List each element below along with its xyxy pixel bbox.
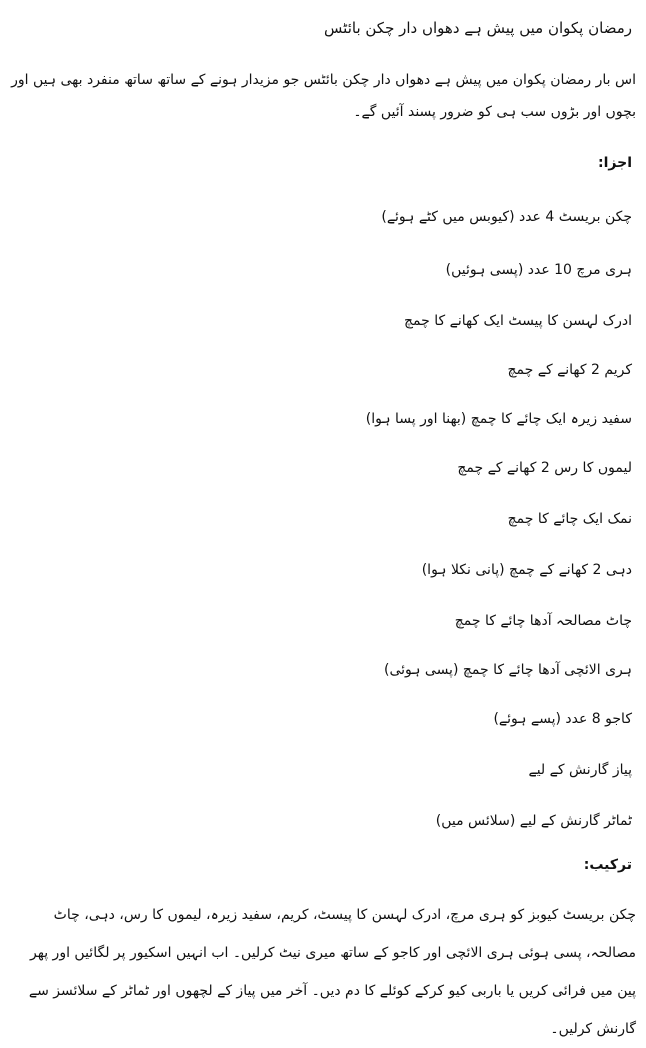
ingredient-item: کریم 2 کھانے کے چمچ bbox=[507, 362, 632, 378]
ingredient-item: کاجو 8 عدد (پسے ہوئے) bbox=[493, 711, 632, 727]
ingredients-heading: اجزا: bbox=[598, 155, 632, 171]
ingredient-item: سفید زیرہ ایک چائے کا چمچ (بھنا اور پسا ہوا) bbox=[365, 411, 632, 427]
method-text: چکن بریسٹ کیوبز کو ہری مرچ، ادرک لہسن کا پیسٹ، کریم، سفید زیرہ، لیموں کا رس، دہی، چاٹ مصالحہ، پسی ہوئی ہری الائچی اور کاجو کے ساتھ میری نیٹ کرلیں۔ اب انہیں اسکیور پر لگائیں اور پھر پین میں فرائی کریں یا باربی کیو کرکے کوئلے کا دم دیں۔ آخر میں پیاز کے لچھوں اور ٹماٹر کے سلائسز سے گارنش کرلیں۔ bbox=[28, 907, 636, 1037]
article-title: رمضان پکوان میں پیش ہے دھواں دار چکن بائٹس bbox=[324, 19, 632, 37]
ingredient-item: ہری مرچ 10 عدد (پسی ہوئیں) bbox=[445, 262, 632, 278]
ingredient-item: ٹماٹر گارنش کے لیے (سلائس میں) bbox=[435, 813, 632, 829]
ingredient-item: ادرک لہسن کا پیسٹ ایک کھانے کا چمچ bbox=[404, 313, 632, 329]
method-heading: ترکیب: bbox=[583, 857, 632, 873]
ingredient-item: نمک ایک چائے کا چمچ bbox=[507, 511, 632, 527]
ingredient-item: چاٹ مصالحہ آدھا چائے کا چمچ bbox=[454, 613, 632, 629]
ingredient-item: چکن بریسٹ 4 عدد (کیوبس میں کٹے ہوئے) bbox=[381, 209, 632, 225]
ingredient-item: ہری الائچی آدھا چائے کا چمچ (پسی ہوئی) bbox=[383, 662, 632, 678]
ingredient-item: دہی 2 کھانے کے چمچ (پانی نکلا ہوا) bbox=[421, 562, 632, 578]
article-intro: اس بار رمضان پکوان میں پیش ہے دھواں دار چکن بائٹس جو مزیدار ہونے کے ساتھ ساتھ منفرد بھی ہیں اور بچوں اور بڑوں سب ہی کو ضرور پسند آئیں گے۔ bbox=[11, 72, 636, 120]
ingredient-item: پیاز گارنش کے لیے bbox=[528, 762, 632, 778]
ingredient-item: لیموں کا رس 2 کھانے کے چمچ bbox=[457, 460, 632, 476]
